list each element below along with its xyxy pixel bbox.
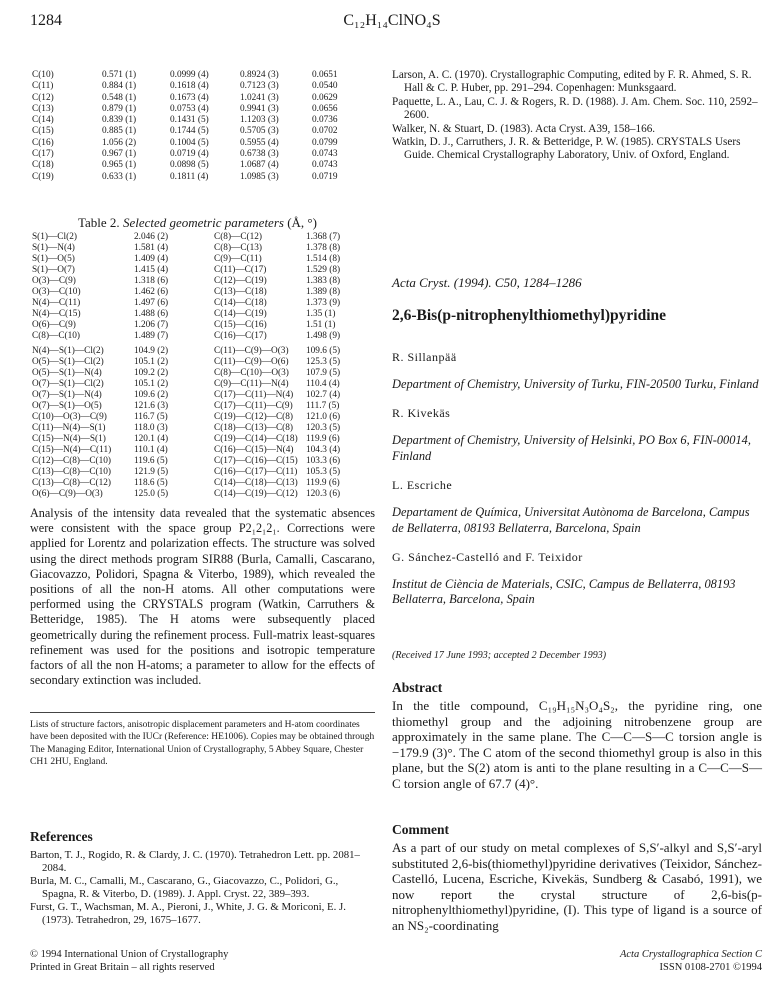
table-cell: 0.8924 (3)	[240, 70, 279, 80]
table-cell: C(16)—C(15)—N(4)	[214, 445, 294, 455]
references-heading: References	[30, 829, 93, 844]
table-row	[32, 232, 366, 243]
table-cell: 1.497 (6)	[134, 298, 169, 308]
table-cell: 1.389 (8)	[306, 287, 341, 297]
table-cell: 1.488 (6)	[134, 309, 169, 319]
table-cell: C(11)—C(17)	[214, 265, 267, 275]
table-cell: 0.0651	[312, 70, 338, 80]
table-cell: 0.879 (1)	[102, 103, 137, 114]
table-cell: C(13)—C(18)	[214, 287, 267, 297]
table-cell: 118.0 (3)	[134, 423, 168, 433]
table-cell: 0.1673 (4)	[170, 92, 209, 103]
table-cell: 0.1004 (5)	[170, 137, 209, 148]
table-cell: 119.6 (5)	[134, 456, 168, 466]
table-cell: C(18)	[32, 160, 54, 171]
table-cell: O(3)—C(9)	[32, 276, 76, 286]
table-cell: C(15)—C(16)	[214, 320, 267, 330]
table-cell: S(1)—N(4)	[32, 243, 75, 253]
table-cell: 0.7123 (3)	[240, 81, 279, 92]
table-cell: C(12)—C(8)—C(10)	[32, 456, 112, 466]
table-row	[32, 243, 366, 254]
table-cell: 109.6 (2)	[134, 390, 169, 400]
table-cell: C(17)—C(16)—C(15)	[214, 456, 298, 466]
table-cell: C(11)—N(4)—S(1)	[32, 423, 106, 433]
table-cell: 105.1 (2)	[134, 357, 169, 367]
table-cell: C(14)—C(18)	[214, 298, 267, 308]
table-row	[32, 81, 372, 92]
table-cell: 1.206 (7)	[134, 320, 169, 330]
table-cell: 116.7 (5)	[134, 412, 168, 422]
reference-item: Barton, T. J., Rogido, R. & Clardy, J. C. (1970). Tetrahedron Lett. pp. 2081–2084.	[30, 849, 360, 874]
table-cell: 120.1 (4)	[134, 434, 169, 444]
table-cell: 0.548 (1)	[102, 92, 137, 103]
table-cell: N(4)—C(15)	[32, 309, 81, 319]
table-cell: C(19)—C(12)—C(8)	[214, 412, 294, 422]
table-cell: C(13)—C(8)—C(12)	[32, 478, 112, 488]
reference-item: Burla, M. C., Camalli, M., Cascarano, G., Giacovazzo, C., Polidori, G., Spagna, R. & Viterbo, D. (1989). J. Appl. Cryst. 22, 389–393.	[30, 875, 339, 900]
coordinates-table	[32, 70, 372, 183]
table-cell: C(16)	[32, 137, 54, 148]
abstract-heading: Abstract	[392, 680, 443, 695]
table-cell: 0.633 (1)	[102, 171, 137, 182]
table-cell: 1.415 (4)	[134, 265, 169, 275]
table-cell: 1.318 (6)	[134, 276, 169, 286]
abstract-text: In the title compound, C₁₉H₁₅N₃O₄S₂, the pyridine ring, one thiomethyl group and the adjoining nitrobenzene group are approximately in the same plane. The C—C—S—C torsion angle is −179.9 (3)°. The C atom of the second thiomethyl group is also in this plane, but the S(2) atom is anti to the plane resulting in a C—C—S—C torsion angle of 67.7 (4)°.	[392, 698, 762, 791]
table-cell: 125.3 (5)	[306, 357, 341, 367]
table-cell: O(7)—S(1)—O(5)	[32, 401, 102, 411]
table-cell: 0.1618 (4)	[170, 81, 209, 92]
table-cell: 0.5705 (3)	[240, 126, 279, 137]
table-cell: 0.0999 (4)	[170, 70, 209, 80]
reference-item: Larson, A. C. (1970). Crystallographic Computing, edited by F. R. Ahmed, S. R. Hall & C. P. Huber, pp. 291–294. Copenhagen: Munksgaard.	[392, 69, 752, 95]
author-affiliation: Departament de Química, Universitat Autònoma de Barcelona, Campus de Bellaterra, 08193 Bellaterra, Barcelona, Spain	[392, 505, 750, 535]
table2-caption: Table 2. Selected geometric parameters (Å, °)	[78, 215, 317, 230]
author-name: R. Sillanpää	[392, 350, 457, 364]
table-cell: C(13)—C(8)—C(10)	[32, 467, 112, 477]
table-row	[32, 346, 366, 357]
received-dates: (Received 17 June 1993; accepted 2 December 1993)	[392, 650, 607, 661]
article-title: 2,6-Bis(p-nitrophenylthiomethyl)pyridine	[392, 307, 667, 324]
table-row	[32, 379, 366, 390]
table-row	[32, 309, 366, 320]
table-row	[32, 126, 372, 137]
table-cell: 1.498 (9)	[306, 331, 341, 341]
table-cell: C(15)—N(4)—C(11)	[32, 445, 112, 455]
table-cell: C(12)	[32, 92, 54, 103]
table-cell: 1.529 (8)	[306, 265, 341, 275]
table-cell: 110.4 (4)	[306, 379, 340, 389]
table-cell: C(17)—C(11)—N(4)	[214, 390, 294, 400]
table-cell: 125.0 (5)	[134, 489, 169, 499]
table-cell: 1.383 (8)	[306, 276, 341, 286]
table-cell: 1.373 (9)	[306, 298, 341, 308]
reference-item: Paquette, L. A., Lau, C. J. & Rogers, R. D. (1988). J. Am. Chem. Soc. 110, 2592–2600.	[392, 95, 758, 122]
table-cell: O(7)—S(1)—N(4)	[32, 390, 102, 400]
table-cell: 0.571 (1)	[102, 70, 137, 80]
table-cell: 0.967 (1)	[102, 149, 137, 160]
table-cell: 1.489 (7)	[134, 331, 169, 341]
table-cell: C(17)—C(11)—C(9)	[214, 401, 293, 411]
table-cell: C(9)—C(11)	[214, 254, 262, 264]
table-cell: 2.046 (2)	[134, 232, 169, 242]
table-cell: C(15)	[32, 126, 54, 137]
table2-bond-angles	[32, 346, 366, 500]
author-name: G. Sánchez-Castelló and F. Teixidor	[392, 550, 583, 565]
table-cell: C(10)	[32, 70, 54, 80]
table-cell: 102.7 (4)	[306, 390, 341, 400]
table-cell: 105.1 (2)	[134, 379, 169, 389]
table-cell: 0.9941 (3)	[240, 103, 279, 114]
table-cell: 0.0656	[312, 103, 338, 114]
table-cell: 0.1744 (5)	[170, 126, 209, 137]
table-cell: 110.1 (4)	[134, 445, 168, 455]
table-cell: 109.6 (5)	[306, 346, 341, 356]
journal-citation: Acta Cryst. (1994). C50, 1284–1286	[392, 275, 582, 290]
table-cell: C(12)—C(19)	[214, 276, 267, 286]
table-cell: 103.3 (6)	[306, 456, 341, 466]
reference-item: Furst, G. T., Wachsman, M. A., Pieroni, J., White, J. G. & Moriconi, E. J. (1973). Tetrahedron, 29, 1675–1677.	[30, 901, 346, 926]
table-cell: 105.3 (5)	[306, 467, 341, 477]
table-row	[32, 265, 366, 276]
table-cell: C(16)—C(17)	[214, 331, 267, 341]
table-cell: C(11)—C(9)—O(3)	[214, 346, 289, 356]
table-cell: 1.514 (8)	[306, 254, 341, 264]
table-cell: 109.2 (2)	[134, 368, 169, 378]
table-cell: C(10)—O(3)—C(9)	[32, 412, 107, 422]
table-cell: 0.884 (1)	[102, 81, 137, 92]
table-cell: 1.0687 (4)	[240, 160, 279, 171]
table-cell: 0.1811 (4)	[170, 171, 209, 182]
table-row	[32, 445, 366, 456]
author-block	[392, 342, 762, 608]
author-affiliation: Department of Chemistry, University of Helsinki, PO Box 6, FIN-00014, Finland	[392, 433, 751, 463]
table-row	[32, 478, 366, 489]
table-cell: O(7)—S(1)—Cl(2)	[32, 379, 104, 389]
table-row	[32, 401, 366, 412]
table-cell: C(8)—C(10)—O(3)	[214, 368, 289, 378]
table-row	[32, 467, 366, 478]
reference-item: Walker, N. & Stuart, D. (1983). Acta Cryst. A39, 158–166.	[392, 122, 656, 135]
table-cell: C(14)—C(19)	[214, 309, 267, 319]
table-cell: N(4)—C(11)	[32, 298, 81, 308]
deposition-footnote: Lists of structure factors, anisotropic displacement parameters and H-atom coordinates have been deposited with the IUCr (Reference: HE1006). Copies may be obtained through The Managing Editor, International Union of Crystallography, 5 Abbey Square, Chester CH1 2HU, England.	[30, 712, 375, 768]
table-cell: C(17)	[32, 149, 54, 160]
table-row	[32, 93, 372, 104]
table-cell: 1.51 (1)	[306, 320, 336, 330]
table-cell: C(8)—C(12)	[214, 232, 263, 242]
table-cell: 0.0702	[312, 126, 338, 137]
reference-item: Watkin, D. J., Carruthers, J. R. & Betteridge, P. W. (1985). CRYSTALS Users Guide. Chemical Crystallography Laboratory, Univ. of Oxford, England.	[392, 136, 741, 162]
table-cell: 0.0898 (5)	[170, 160, 209, 171]
author-affiliation: Department of Chemistry, University of Turku, FIN-20500 Turku, Finland	[392, 377, 759, 391]
table-cell: C(13)	[32, 103, 54, 114]
table-cell: C(8)—C(10)	[32, 331, 81, 341]
table-cell: 121.6 (3)	[134, 401, 169, 411]
table-cell: C(8)—C(13)	[214, 243, 263, 253]
table-cell: C(14)	[32, 115, 54, 126]
table-row	[32, 434, 366, 445]
table-cell: C(16)—C(17)—C(11)	[214, 467, 298, 477]
table-cell: 1.462 (6)	[134, 287, 169, 297]
table-cell: O(6)—C(9)	[32, 320, 76, 330]
table-row	[32, 412, 366, 423]
table-cell: C(11)—C(9)—O(6)	[214, 357, 289, 367]
table-cell: 121.9 (5)	[134, 467, 169, 477]
abstract-section	[392, 680, 762, 792]
table-row	[32, 456, 366, 467]
table-cell: S(1)—O(7)	[32, 265, 75, 275]
table-cell: 1.378 (8)	[306, 243, 341, 253]
table-cell: 0.1431 (5)	[170, 115, 209, 126]
table-cell: 0.0753 (4)	[170, 103, 209, 114]
table-cell: 107.9 (5)	[306, 368, 341, 378]
table-cell: 120.3 (6)	[306, 489, 341, 499]
table-cell: 1.409 (4)	[134, 254, 169, 264]
table-row	[32, 104, 372, 115]
table-cell: O(5)—S(1)—Cl(2)	[32, 357, 104, 367]
author-name: R. Kivekäs	[392, 406, 451, 421]
table-cell: 1.368 (7)	[306, 232, 341, 242]
table-cell: 104.9 (2)	[134, 346, 169, 356]
table-cell: 119.9 (6)	[306, 478, 340, 488]
table-cell: C(19)	[32, 171, 54, 182]
experimental-paragraph: Analysis of the intensity data revealed that the systematic absences were consistent with the space group P2₁2₁2₁. Corrections were applied for Lorentz and polarization effects. The structure was solved using the direct methods program SIR88 (Burla, Camalli, Cascarano, Giacovazzo, Polidori, Spagna & Viterbo, 1989), which revealed the positions of all the non-H atoms. All other computations were performed using the CRYSTALS program (Watkin, Carruthers & Betteridge, 1985). The H atoms were subsequently placed geometrically during the refinement process. Full-matrix least-squares refinement was used for the positions and isotropic temperature factors of all the non H-atoms; a parameter to allow for the effects of secondary extinction was included.	[30, 506, 375, 688]
table-cell: O(5)—S(1)—N(4)	[32, 368, 102, 378]
author-affiliation: Institut de Ciència de Materials, CSIC, Campus de Bellaterra, 08193 Bellaterra, Barcelona, Spain	[392, 577, 736, 607]
page-number: 1284	[30, 12, 62, 29]
table-cell: 0.5955 (4)	[240, 137, 279, 148]
table-cell: 0.6738 (3)	[240, 149, 279, 160]
comment-text: As a part of our study on metal complexes of S,S′-alkyl and S,S′-aryl substituted 2,6-bis(thiomethyl)pyridine derivatives (Teixidor, Sánchez-Castelló, Lucena, Escriche, Kivekäs, Sundberg & Casabó, 1991), we now report the crystal structure of 2,6-bis(p-nitrophenylthiomethyl)pyridine, (I). This type of ligand is a source of an NS₂-coordinating	[392, 840, 762, 933]
table-cell: 104.3 (4)	[306, 445, 341, 455]
table-row	[32, 489, 366, 500]
table-row	[32, 287, 366, 298]
running-head-formula: C₁₂H₁₄ClNO₄S	[343, 12, 441, 29]
table-cell: 0.839 (1)	[102, 115, 137, 126]
table-row	[32, 115, 372, 126]
table-row	[32, 138, 372, 149]
table-cell: O(3)—C(10)	[32, 287, 81, 297]
table-cell: C(18)—C(13)—C(8)	[214, 423, 294, 433]
table-cell: 0.0540	[312, 81, 338, 92]
author-name: L. Escriche	[392, 478, 453, 493]
table-cell: C(14)—C(19)—C(12)	[214, 489, 298, 499]
table-row	[32, 172, 372, 183]
table-cell: 0.0719 (4)	[170, 149, 209, 160]
copyright-notice: © 1994 International Union of Crystallography Printed in Great Britain – all rights reserved	[30, 949, 229, 973]
table-row	[32, 390, 366, 401]
table-cell: 0.965 (1)	[102, 160, 137, 171]
table-cell: 1.056 (2)	[102, 137, 137, 148]
table-cell: C(9)—C(11)—N(4)	[214, 379, 289, 389]
table-row	[32, 276, 366, 287]
table-cell: 0.0799	[312, 137, 338, 148]
journal-footer: Acta Crystallographica Section C ISSN 0108-2701 ©1994	[619, 949, 762, 973]
table-row	[32, 298, 366, 309]
table-cell: 1.0985 (3)	[240, 171, 279, 182]
table-cell: 0.0743	[312, 160, 338, 171]
table-cell: 0.0743	[312, 149, 338, 160]
table-cell: 0.885 (1)	[102, 126, 137, 137]
table-cell: C(15)—N(4)—S(1)	[32, 434, 106, 444]
table-row	[32, 149, 372, 160]
comment-heading: Comment	[392, 822, 449, 837]
table-row	[32, 357, 366, 368]
table-cell: 0.0719	[312, 171, 338, 182]
table-cell: 118.6 (5)	[134, 478, 168, 488]
table-cell: N(4)—S(1)—Cl(2)	[32, 346, 104, 356]
comment-section	[392, 822, 762, 934]
table-cell: 119.9 (6)	[306, 434, 340, 444]
table-row	[32, 320, 366, 331]
table-cell: 0.0736	[312, 115, 338, 126]
table-row	[32, 254, 366, 265]
references-continued	[392, 69, 762, 163]
table-cell: C(19)—C(14)—C(18)	[214, 434, 298, 444]
table2-bond-lengths	[32, 232, 366, 342]
table-cell: C(14)—C(18)—C(13)	[214, 478, 298, 488]
table-cell: 0.0629	[312, 92, 338, 103]
table-row	[32, 368, 366, 379]
table-cell: S(1)—Cl(2)	[32, 232, 77, 242]
table-row	[32, 423, 366, 434]
table-row	[32, 70, 372, 81]
references-section	[30, 830, 375, 927]
table-cell: 1.1203 (3)	[240, 115, 279, 126]
table-row	[32, 331, 366, 342]
table-cell: 1.0241 (3)	[240, 92, 279, 103]
table-cell: 120.3 (5)	[306, 423, 341, 433]
table-cell: 1.581 (4)	[134, 243, 169, 253]
table-cell: S(1)—O(5)	[32, 254, 75, 264]
table-cell: C(11)	[32, 81, 54, 92]
table-cell: 1.35 (1)	[306, 309, 336, 319]
table-cell: O(6)—C(9)—O(3)	[32, 489, 103, 499]
table-cell: 121.0 (6)	[306, 412, 341, 422]
table-row	[32, 160, 372, 171]
table-cell: 111.7 (5)	[306, 401, 340, 411]
